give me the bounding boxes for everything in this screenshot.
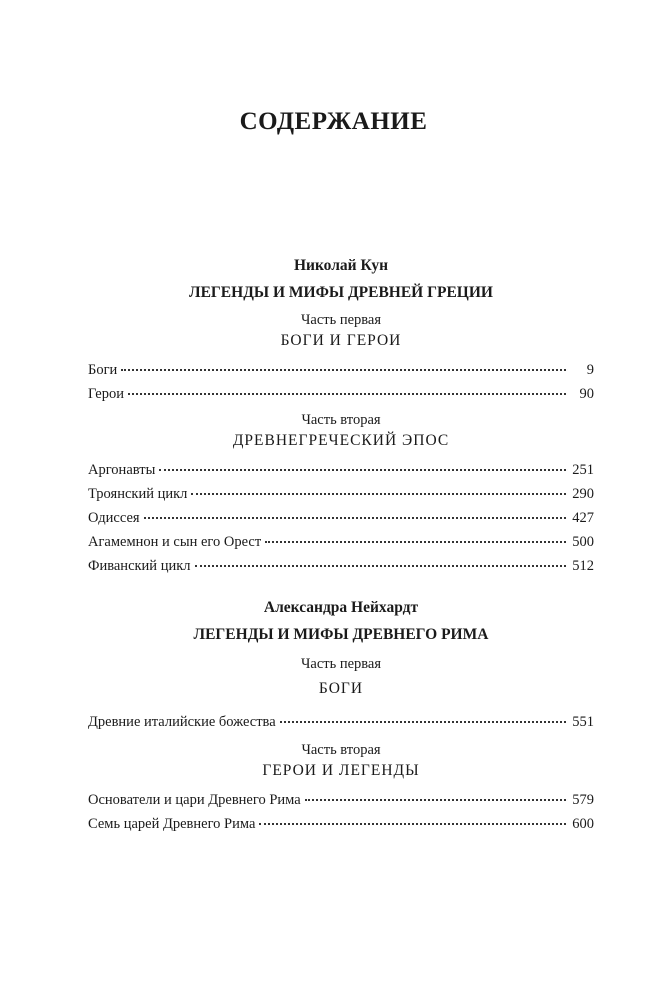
toc-entry[interactable] xyxy=(88,530,594,554)
author-name: Александра Нейхардт xyxy=(263,599,419,616)
toc-entry-title: Фиванский цикл xyxy=(88,558,191,574)
toc-entry[interactable] xyxy=(88,506,594,530)
part-label: Часть вторая xyxy=(301,412,381,428)
dot-leader xyxy=(305,798,566,801)
dot-leader xyxy=(144,516,566,519)
dot-leader xyxy=(159,468,566,471)
toc-entry-page: 251 xyxy=(572,462,594,478)
dot-leader xyxy=(191,492,566,495)
toc-entry-title: Аргонавты xyxy=(88,462,156,478)
toc-entry-title: Герои xyxy=(88,386,124,402)
part-1-greece xyxy=(88,310,594,406)
toc-entry-page: 579 xyxy=(572,792,594,808)
section-rome xyxy=(88,598,594,646)
toc-entry[interactable] xyxy=(88,554,594,578)
part-2-greece xyxy=(88,410,594,578)
toc-entry-title: Основатели и цари Древнего Рима xyxy=(88,792,301,808)
book-title: ЛЕГЕНДЫ И МИФЫ ДРЕВНЕЙ ГРЕЦИИ xyxy=(189,284,493,301)
toc-entry[interactable] xyxy=(88,382,594,406)
toc-entry-page: 90 xyxy=(579,386,594,402)
toc-entry[interactable] xyxy=(88,458,594,482)
dot-leader xyxy=(280,720,566,723)
toc-entry-title: Одиссея xyxy=(88,510,140,526)
page-title: СОДЕРЖАНИЕ xyxy=(239,108,428,135)
toc-entry-page: 600 xyxy=(572,816,594,832)
toc-entry-page: 427 xyxy=(572,510,594,526)
part-label: Часть первая xyxy=(300,656,382,672)
toc-entry-title: Агамемнон и сын его Орест xyxy=(88,534,262,550)
toc-entry[interactable] xyxy=(88,482,594,506)
dot-leader xyxy=(128,392,566,395)
toc-entry-page: 9 xyxy=(586,362,594,378)
toc-entry-page: 551 xyxy=(572,714,594,730)
author-name: Николай Кун xyxy=(293,257,389,274)
toc-entry[interactable] xyxy=(88,788,594,812)
dot-leader xyxy=(121,368,566,371)
toc-entry-page: 500 xyxy=(572,534,594,550)
toc-entry-page: 512 xyxy=(572,558,594,574)
part-label: Часть вторая xyxy=(301,742,381,758)
part-label: Часть первая xyxy=(300,312,382,328)
part-title: БОГИ И ГЕРОИ xyxy=(280,332,402,349)
toc-entry-title: Троянский цикл xyxy=(88,486,188,502)
book-title: ЛЕГЕНДЫ И МИФЫ ДРЕВНЕГО РИМА xyxy=(193,626,489,643)
dot-leader xyxy=(259,822,566,825)
dot-leader xyxy=(265,540,566,543)
part-2-rome xyxy=(88,740,594,836)
toc-entry[interactable] xyxy=(88,358,594,382)
part-1-rome xyxy=(88,654,594,734)
toc-entry-title: Семь царей Древнего Рима xyxy=(88,816,256,832)
part-title: ГЕРОИ И ЛЕГЕНДЫ xyxy=(262,762,420,779)
toc-entry-page: 290 xyxy=(572,486,594,502)
toc-entry-title: Боги xyxy=(88,362,118,378)
part-title: БОГИ xyxy=(318,680,364,697)
dot-leader xyxy=(195,564,567,567)
toc-entry[interactable] xyxy=(88,812,594,836)
section-greece xyxy=(88,256,594,304)
toc-entry-title: Древние италийские божества xyxy=(88,714,276,730)
part-title: ДРЕВНЕГРЕЧЕСКИЙ ЭПОС xyxy=(232,432,450,449)
toc-entry[interactable] xyxy=(88,710,594,734)
